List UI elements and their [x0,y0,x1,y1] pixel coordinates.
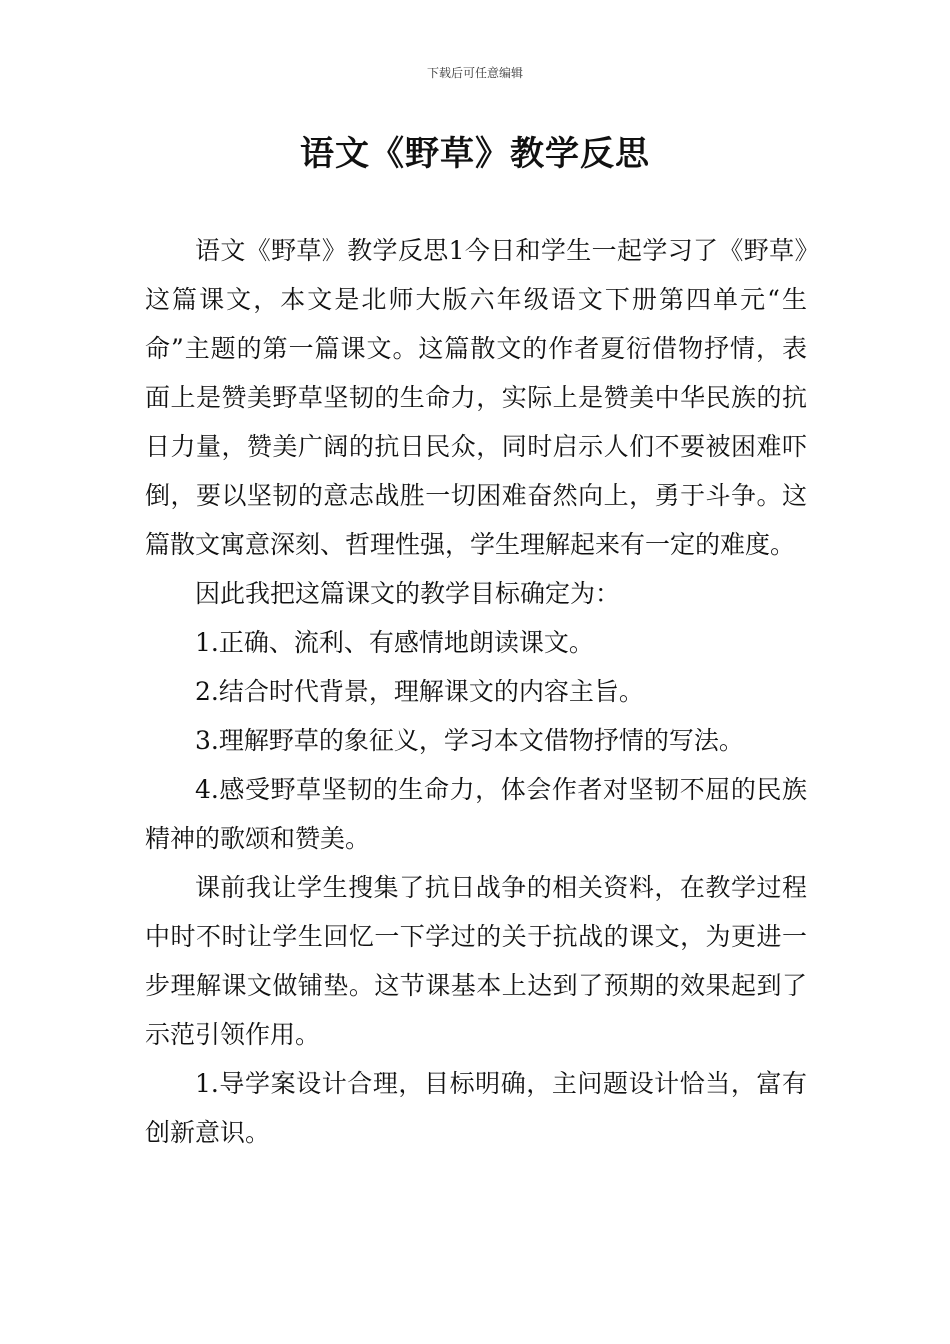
paragraph-intro: 语文《野草》教学反思1今日和学生一起学习了《野草》这篇课文，本文是北师大版六年级语文下册第四单元“生命”主题的第一篇课文。这篇散文的作者夏衍借物抒情，表面上是赞美野草坚韧的生命力，实际上是赞美中华民族的抗日力量，赞美广阔的抗日民众，同时启示人们不要被困难吓倒，要以坚韧的意志战胜一切困难奋然向上，勇于斗争。这篇散文寓意深刻、哲理性强，学生理解起来有一定的难度。 [145,236,807,559]
document-title: 语文《野草》教学反思 [300,134,650,174]
paragraph-point-1: 1.导学案设计合理，目标明确，主问题设计恰当，富有创新意识。 [145,1069,807,1147]
header-note: 下载后可任意编辑 [426,66,523,80]
document-body [145,226,807,1157]
paragraph-goal-3: 3.理解野草的象征义，学习本文借物抒情的写法。 [195,726,744,755]
paragraph-preparation: 课前我让学生搜集了抗日战争的相关资料，在教学过程中时不时让学生回忆一下学过的关于抗战的课文，为更进一步理解课文做铺垫。这节课基本上达到了预期的效果起到了示范引领作用。 [145,873,807,1049]
paragraph-goal-4: 4.感受野草坚韧的生命力，体会作者对坚韧不屈的民族精神的歌颂和赞美。 [145,775,807,853]
paragraph-goal-2: 2.结合时代背景，理解课文的内容主旨。 [195,677,644,706]
paragraph-goals-lead: 因此我把这篇课文的教学目标确定为： [195,579,621,608]
paragraph-goal-1: 1.正确、流利、有感情地朗读课文。 [195,628,594,657]
